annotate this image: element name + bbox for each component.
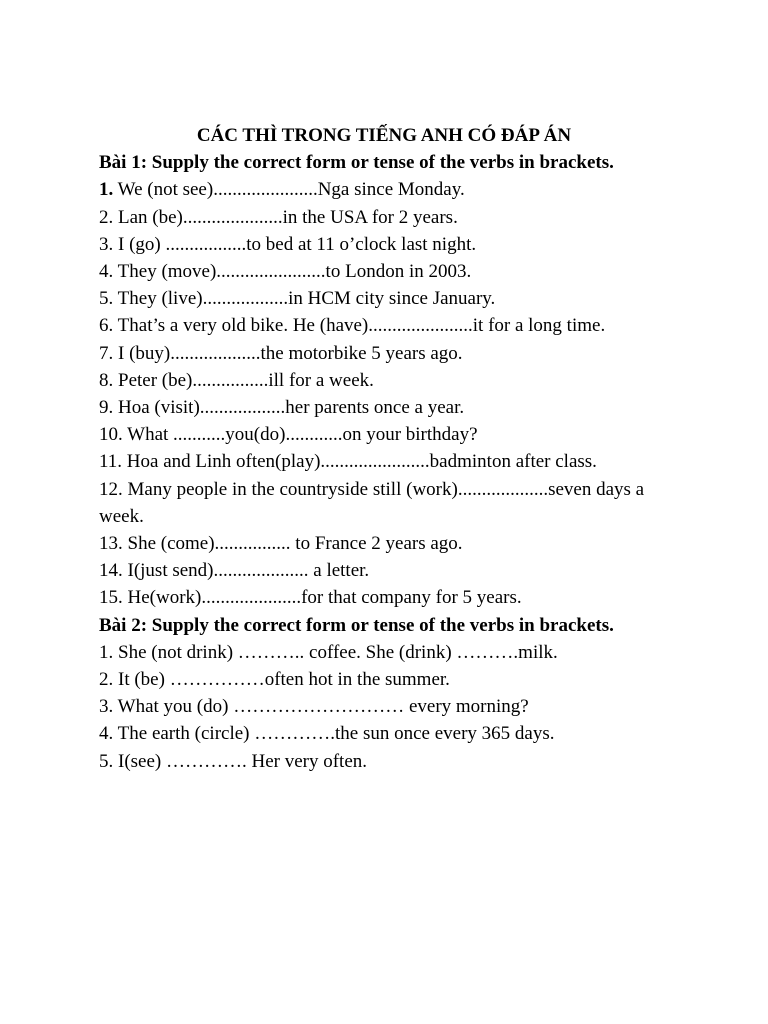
- item-text: She (come)................ to France 2 years ago.: [122, 533, 463, 555]
- exercise-2-item: 1. She (not drink) ……….. coffee. She (drink) ……….milk.: [99, 641, 558, 663]
- item-number: 2.: [99, 206, 114, 228]
- item-text: They (move).......................to London in 2003.: [113, 261, 472, 283]
- exercise-1-item: [99, 394, 669, 421]
- item-number: 6.: [99, 315, 114, 337]
- exercise-1-item: [99, 204, 669, 231]
- item-number: 11.: [99, 451, 123, 473]
- exercise-2-item: 2. It (be) ……………often hot in the summer.: [99, 669, 450, 691]
- item-text: That’s a very old bike. He (have)......................it for a long time.: [113, 315, 606, 337]
- exercise-1-item: [99, 258, 669, 285]
- item-number: 15.: [99, 587, 123, 609]
- item-number: 1.: [99, 179, 114, 201]
- item-text: Hoa and Linh often(play).......................badminton after class.: [122, 451, 597, 473]
- exercise-1-item: [99, 231, 669, 258]
- item-text: We (not see)......................Nga since Monday.: [113, 179, 465, 201]
- exercise-1-item: [99, 448, 669, 475]
- item-number: 8.: [99, 369, 114, 391]
- item-text: Peter (be)................ill for a week.: [113, 369, 374, 391]
- item-number: 12.: [99, 478, 123, 500]
- exercise-1-item: [99, 530, 669, 557]
- item-text: They (live)..................in HCM city since January.: [113, 288, 496, 310]
- item-number: 14.: [99, 560, 123, 582]
- item-number: 13.: [99, 533, 123, 555]
- item-text: He(work).....................for that company for 5 years.: [122, 587, 522, 609]
- exercise-1-item: [99, 312, 669, 339]
- item-text: Hoa (visit)..................her parents once a year.: [113, 397, 465, 419]
- item-number: 9.: [99, 397, 114, 419]
- document-page: [99, 122, 669, 775]
- item-number: 5.: [99, 288, 114, 310]
- exercise-2-item: 4. The earth (circle) ………….the sun once every 365 days.: [99, 723, 555, 745]
- exercise-1-item: [99, 421, 669, 448]
- exercise-1-item: [99, 584, 669, 611]
- item-text: I (buy)...................the motorbike 5 years ago.: [113, 342, 463, 364]
- item-number: 7.: [99, 342, 114, 364]
- exercise-1-item: [99, 557, 669, 584]
- item-text: I(just send).................... a letter.: [122, 560, 370, 582]
- exercise-1-item: [99, 176, 669, 203]
- item-number: 3.: [99, 233, 114, 255]
- document-title: CÁC THÌ TRONG TIẾNG ANH CÓ ĐÁP ÁN: [196, 125, 572, 146]
- section-2-heading: Bài 2: Supply the correct form or tense of the verbs in brackets.: [99, 614, 614, 636]
- exercise-1-item: [99, 367, 669, 394]
- exercise-1-item: [99, 285, 669, 312]
- exercise-2-item: 3. What you (do) ……………………… every morning?: [99, 696, 529, 718]
- item-text: Many people in the countryside still (work)...................seven days a week.: [99, 478, 645, 527]
- exercise-1-item: [99, 476, 669, 530]
- item-number: 4.: [99, 261, 114, 283]
- item-text: Lan (be).....................in the USA for 2 years.: [113, 206, 458, 228]
- item-number: 10.: [99, 424, 123, 446]
- exercise-2-item: 5. I(see) …………. Her very often.: [99, 750, 368, 772]
- item-text: What ...........you(do)............on your birthday?: [122, 424, 478, 446]
- exercise-1-item: [99, 340, 669, 367]
- item-text: I (go) .................to bed at 11 o’clock last night.: [113, 233, 477, 255]
- section-1-heading: Bài 1: Supply the correct form or tense of the verbs in brackets.: [99, 152, 614, 174]
